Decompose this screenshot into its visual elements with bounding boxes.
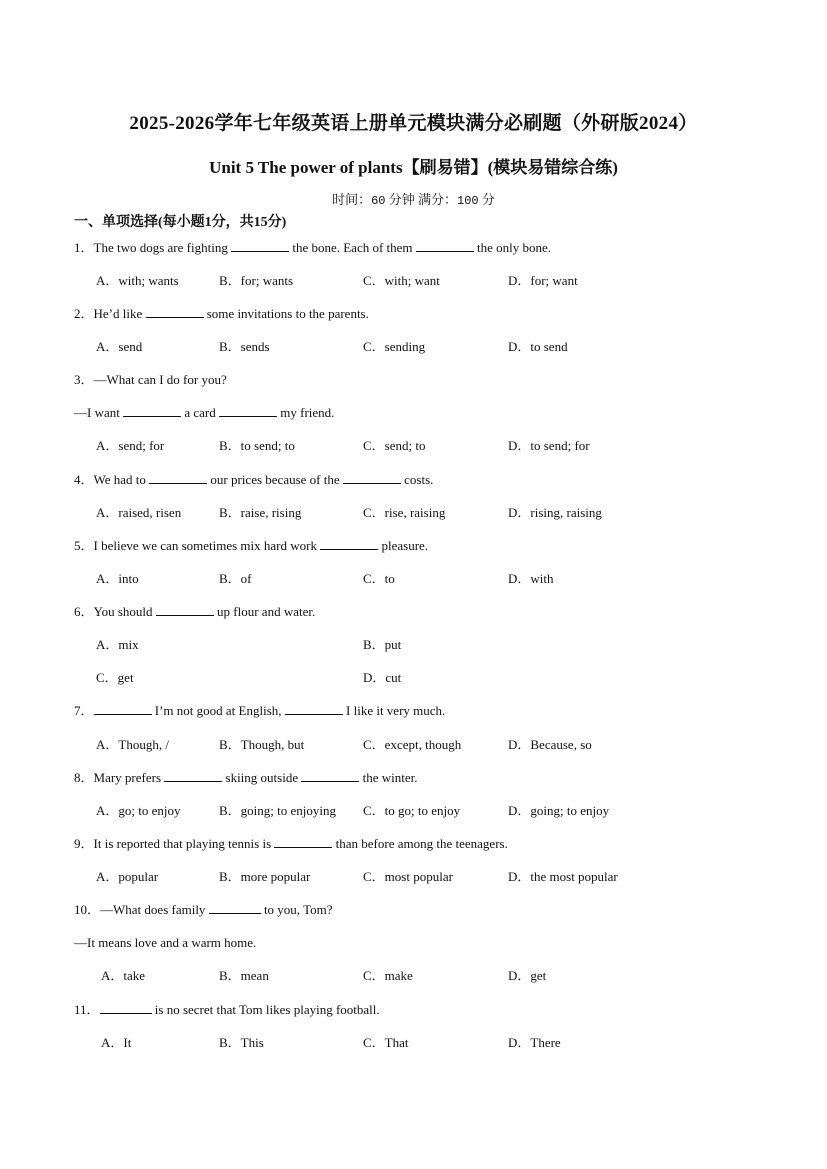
option-a[interactable]: A．into: [96, 571, 139, 586]
question-8: [74, 769, 418, 787]
question-11: [74, 1001, 380, 1019]
question-6: [74, 603, 315, 621]
time-unit: 分钟: [388, 192, 415, 207]
question-4: [74, 471, 433, 489]
question-text: The two dogs are fighting: [93, 240, 232, 255]
exam-meta: [0, 189, 827, 208]
answer-blank[interactable]: [164, 769, 222, 782]
option-b[interactable]: B．raise, rising: [219, 505, 302, 520]
option-c[interactable]: C．with; want: [363, 273, 440, 288]
option-a[interactable]: A．take: [101, 968, 146, 983]
option-d[interactable]: D．to send; for: [508, 438, 590, 453]
option-c[interactable]: C．to: [363, 571, 395, 586]
question-text: is no secret that Tom likes playing football.: [151, 1002, 380, 1017]
option-a[interactable]: A．with; wants: [96, 273, 179, 288]
question-text: I like it very much.: [342, 703, 446, 718]
option-c[interactable]: C．except, though: [363, 737, 462, 752]
option-c[interactable]: C．get: [96, 670, 134, 685]
answer-blank[interactable]: [100, 1001, 152, 1014]
question-text: We had to: [93, 472, 150, 487]
answer-blank[interactable]: [219, 404, 277, 417]
option-d[interactable]: D．the most popular: [508, 869, 618, 884]
answer-blank[interactable]: [343, 471, 401, 484]
option-b[interactable]: B．This: [219, 1035, 264, 1050]
question-10: [74, 901, 332, 919]
option-a[interactable]: A．go; to enjoy: [96, 803, 181, 818]
answer-blank[interactable]: [156, 603, 214, 616]
answer-blank[interactable]: [146, 305, 204, 318]
option-b[interactable]: B．to send; to: [219, 438, 295, 453]
question-number: 9．: [74, 836, 94, 851]
question-number: 8．: [74, 770, 94, 785]
question-text: —I want: [74, 405, 124, 420]
answer-blank[interactable]: [123, 404, 181, 417]
option-a[interactable]: A．popular: [96, 869, 159, 884]
option-a[interactable]: A．It: [101, 1035, 132, 1050]
page-subtitle: Unit 5 The power of plants【刷易错】(模块易错综合练): [209, 158, 618, 177]
option-d[interactable]: D．get: [508, 968, 547, 983]
question-text: You should: [93, 604, 156, 619]
answer-blank[interactable]: [209, 901, 261, 914]
option-a[interactable]: A．send; for: [96, 438, 165, 453]
option-c[interactable]: C．sending: [363, 339, 426, 354]
option-d[interactable]: D．cut: [363, 670, 402, 685]
question-text: He’d like: [93, 306, 146, 321]
option-d[interactable]: D．going; to enjoy: [508, 803, 610, 818]
question-text: the winter.: [359, 770, 418, 785]
time-label: 时间：: [332, 192, 372, 207]
option-c[interactable]: C．to go; to enjoy: [363, 803, 461, 818]
question-text: pleasure.: [378, 538, 429, 553]
question-text: up flour and water.: [213, 604, 316, 619]
question-number: 5．: [74, 538, 94, 553]
question-3: [74, 371, 227, 389]
option-d[interactable]: D．with: [508, 571, 554, 586]
answer-blank[interactable]: [320, 537, 378, 550]
question-1: [74, 239, 551, 257]
option-c[interactable]: C．make: [363, 968, 413, 983]
question-text: Mary prefers: [93, 770, 165, 785]
question-text: the only bone.: [473, 240, 552, 255]
question-text: than before among the teenagers.: [332, 836, 508, 851]
question-text: the bone. Each of them: [289, 240, 416, 255]
option-c[interactable]: C．That: [363, 1035, 409, 1050]
question-text: a card: [181, 405, 219, 420]
option-b[interactable]: B．put: [363, 637, 402, 652]
page-title: 2025-2026学年七年级英语上册单元模块满分必刷题（外研版2024）: [129, 113, 698, 134]
option-a[interactable]: A．send: [96, 339, 143, 354]
option-b[interactable]: B．Though, but: [219, 737, 305, 752]
option-c[interactable]: C．most popular: [363, 869, 453, 884]
answer-blank[interactable]: [301, 769, 359, 782]
answer-blank[interactable]: [149, 471, 207, 484]
option-d[interactable]: D．to send: [508, 339, 568, 354]
score-value: 100: [457, 194, 479, 208]
answer-blank[interactable]: [285, 702, 343, 715]
score-label: 满分：: [418, 192, 458, 207]
question-text: I believe we can sometimes mix hard work: [93, 538, 321, 553]
question-text: some invitations to the parents.: [203, 306, 369, 321]
option-c[interactable]: C．rise, raising: [363, 505, 446, 520]
question-10-cont: [74, 934, 256, 952]
answer-blank[interactable]: [416, 239, 474, 252]
option-d[interactable]: D．Because, so: [508, 737, 592, 752]
question-text: to you, Tom?: [260, 902, 333, 917]
option-b[interactable]: B．sends: [219, 339, 270, 354]
answer-blank[interactable]: [231, 239, 289, 252]
option-d[interactable]: D．for; want: [508, 273, 578, 288]
question-number: 1．: [74, 240, 94, 255]
question-5: [74, 537, 428, 555]
question-text: —What can I do for you?: [93, 372, 227, 387]
time-value: 60: [371, 194, 386, 208]
option-b[interactable]: B．going; to enjoying: [219, 803, 337, 818]
answer-blank[interactable]: [94, 702, 152, 715]
question-number: 4．: [74, 472, 94, 487]
question-number: 7．: [74, 703, 94, 718]
option-a[interactable]: A．raised, risen: [96, 505, 182, 520]
question-number: 2．: [74, 306, 94, 321]
question-text: —It means love and a warm home.: [74, 935, 257, 950]
question-3-cont: [74, 404, 334, 422]
question-text: I’m not good at English,: [151, 703, 285, 718]
option-c[interactable]: C．send; to: [363, 438, 426, 453]
option-b[interactable]: B．more popular: [219, 869, 311, 884]
section-heading: 一、单项选择(每小题1分，共15分): [74, 215, 287, 230]
option-b[interactable]: B．of: [219, 571, 252, 586]
option-b[interactable]: B．mean: [219, 968, 269, 983]
option-a[interactable]: A．Though, /: [96, 737, 169, 752]
question-7: [74, 702, 445, 720]
question-number: 11．: [74, 1002, 100, 1017]
answer-blank[interactable]: [274, 835, 332, 848]
question-text: skiing outside: [222, 770, 302, 785]
score-unit: 分: [481, 192, 495, 207]
question-text: costs.: [400, 472, 434, 487]
question-number: 10．: [74, 902, 101, 917]
option-d[interactable]: D．rising, raising: [508, 505, 602, 520]
question-9: [74, 835, 508, 853]
question-number: 3．: [74, 372, 94, 387]
question-2: [74, 305, 369, 323]
option-a[interactable]: A．mix: [96, 637, 139, 652]
question-text: —What does family: [100, 902, 209, 917]
option-b[interactable]: B．for; wants: [219, 273, 294, 288]
question-text: our prices because of the: [207, 472, 343, 487]
question-number: 6．: [74, 604, 94, 619]
question-text: It is reported that playing tennis is: [93, 836, 275, 851]
question-text: my friend.: [277, 405, 335, 420]
option-d[interactable]: D．There: [508, 1035, 561, 1050]
